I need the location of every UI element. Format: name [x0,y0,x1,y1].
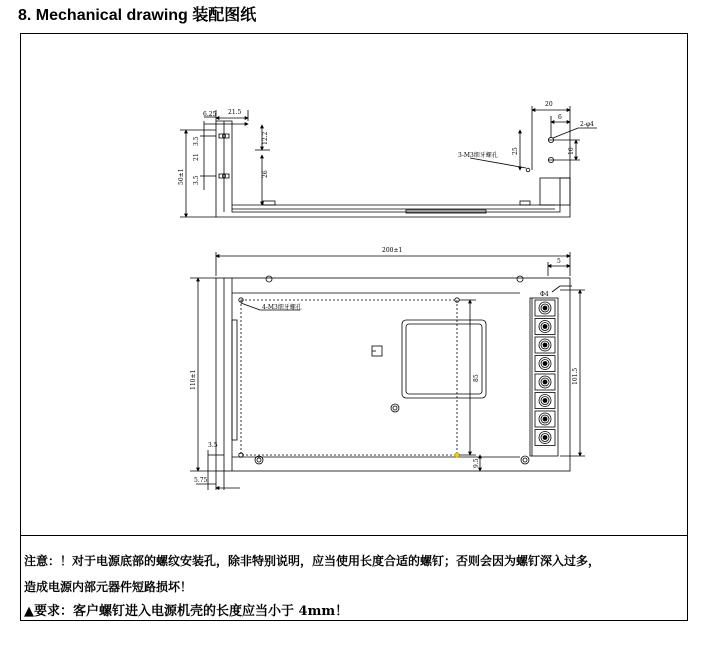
terminal-screw [543,325,547,329]
requirement-note: ▲要求：客户螺钉进入电源机壳的长度应当小于 4mm！ [24,604,349,619]
top-screw-label: 4-M3细牙螺孔 [262,304,302,311]
dim-21: 21 [193,153,200,161]
top-view-dimensions [190,252,585,490]
terminal-screw [543,343,547,347]
dim-20: 20 [545,101,553,108]
side-screw-hole [526,168,530,172]
warning-note-continued: 造成电源内部元器件短路损坏！ [24,580,193,594]
dim-5-75: 5.75 [194,477,208,484]
dim-101-5: 101.5 [572,367,579,385]
dim-3-5: 3.5 [208,442,218,449]
side-view-outline [216,121,570,217]
dim-25: 25 [512,147,519,155]
dim-10: 10 [568,147,575,155]
dim-26: 26 [262,170,269,178]
dim-200: 200±1 [382,247,403,254]
dim-3-5-bot: 3.5 [193,175,200,185]
side-screw-label: 3-M3细牙螺孔 [458,152,498,159]
terminal-screw [543,306,547,310]
dim-phi4: Φ4 [540,291,549,298]
dim-3-5-top: 3.5 [193,136,200,146]
transformer-window [402,320,486,398]
section-heading: 8. Mechanical drawing 装配图纸 [18,7,257,24]
dim-12-2: 12.2 [262,131,269,145]
terminal-screw [543,399,547,403]
warning-note: 注意：！对于电源底部的螺纹安装孔，除非特别说明，应当使用长度合适的螺钉；否则会因为螺钉深入过多， [24,554,601,568]
dim-85: 85 [473,374,480,382]
mounting-hole-pattern [241,300,457,455]
dim-6-25: 6.25 [203,111,217,118]
terminal-screw [543,380,547,384]
terminal-screws [535,300,555,446]
side-view [180,106,597,217]
terminal-screw [543,362,547,366]
terminal-screw [543,436,547,440]
dim-21-5: 21.5 [228,109,242,116]
dim-6: 6 [558,114,562,121]
notes-divider [20,535,688,536]
dim-5: 5 [557,258,561,265]
dim-110: 110±1 [190,369,197,390]
terminal-block [530,298,558,456]
dim-2-phi4: 2-φ4 [580,121,594,128]
dim-50: 50±1 [178,168,185,185]
terminal-screw [543,417,547,421]
dim-9-5: 9.5 [473,458,480,468]
